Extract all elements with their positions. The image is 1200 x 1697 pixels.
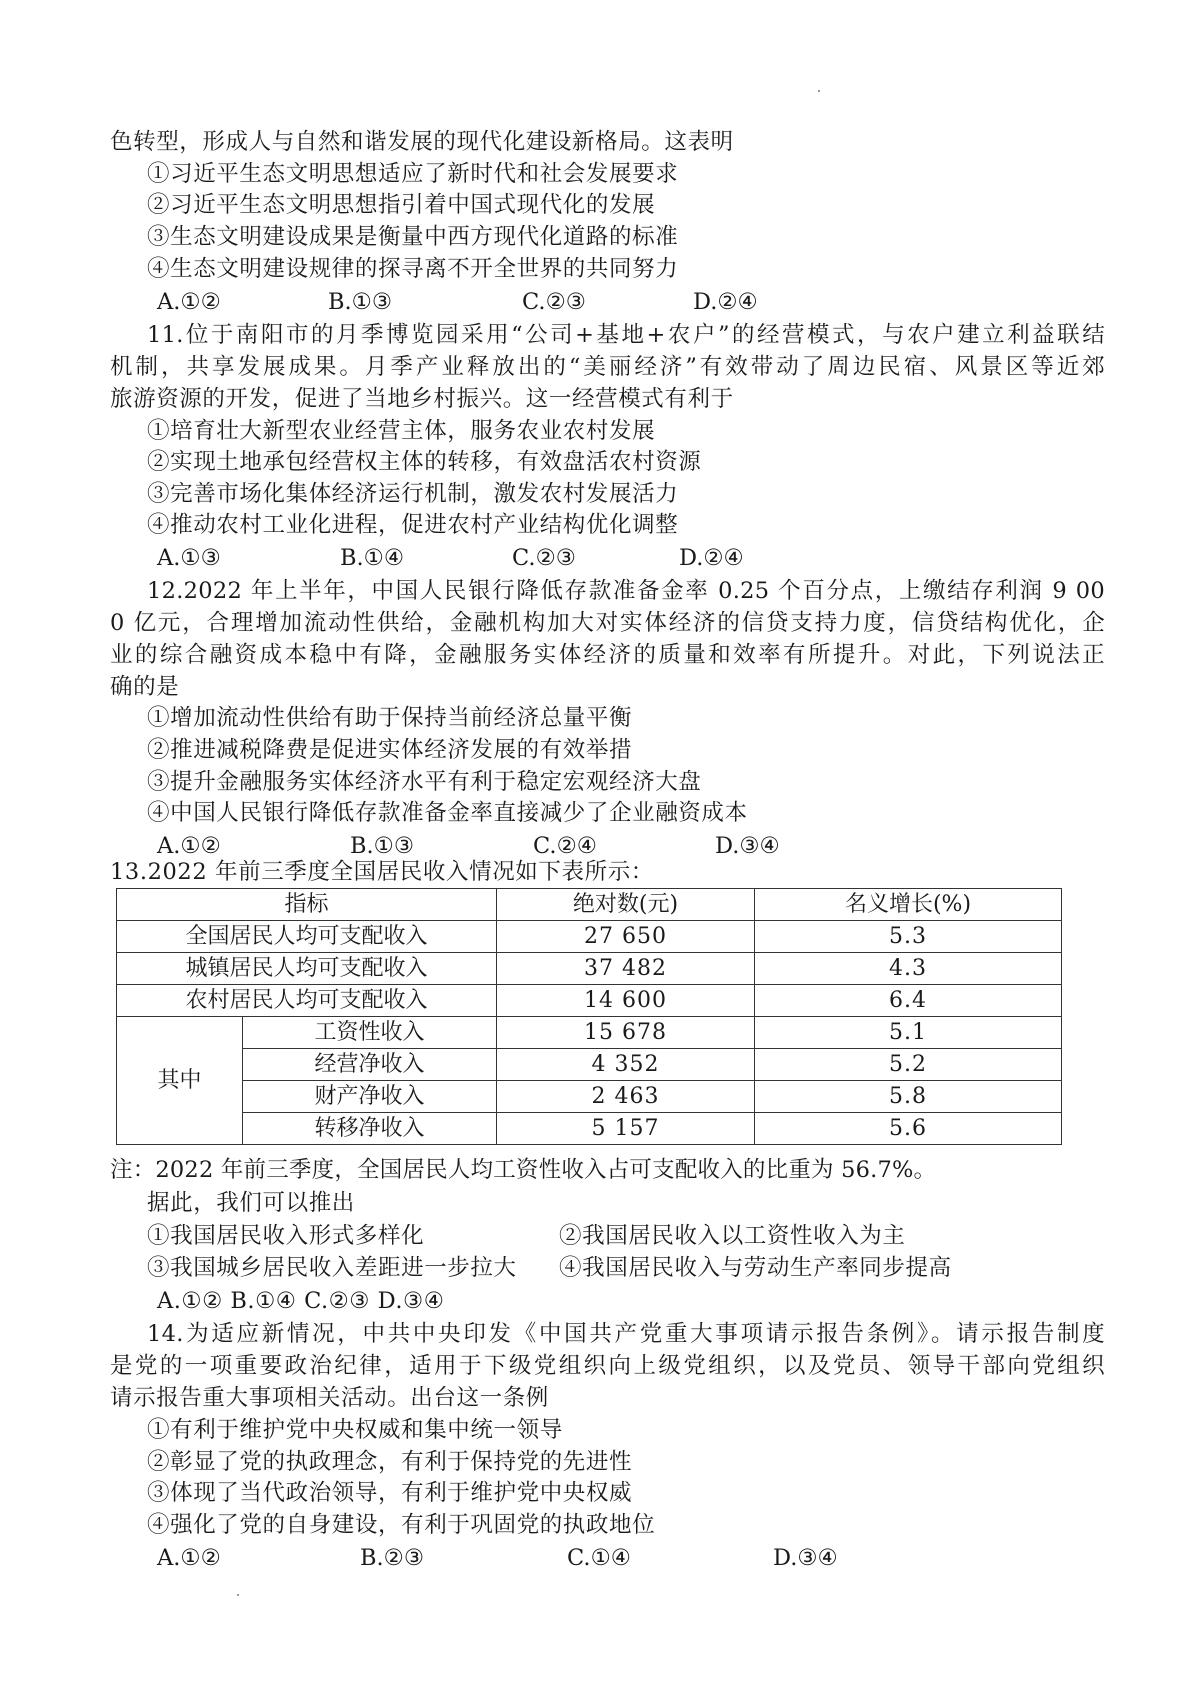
q14-option-c: C.①④ xyxy=(567,1545,631,1571)
q14-item-2: ②彰显了党的执政理念，有利于保持党的先进性 xyxy=(147,1449,633,1475)
q12-stem-line-4: 确的是 xyxy=(110,674,180,700)
table-row xyxy=(117,1049,1062,1081)
table-row xyxy=(117,985,1062,1017)
q11-option-d: D.②④ xyxy=(679,545,744,571)
q10-item-4: ④生态文明建设规律的探寻离不开全世界的共同努力 xyxy=(147,256,679,282)
row-label: 城镇居民人均可支配收入 xyxy=(117,953,497,985)
q11-stem-line-1: 11.位于南阳市的月季博览园采用“公司+基地+农户”的经营模式，与农户建立利益联结 xyxy=(147,322,1105,348)
q12-option-d: D.③④ xyxy=(715,833,780,859)
q10-option-d: D.②④ xyxy=(693,289,758,315)
q13-item-3: ③我国城乡居民收入差距进一步拉大 xyxy=(147,1255,517,1281)
q11-option-c: C.②③ xyxy=(512,545,576,571)
q10-option-c: C.②③ xyxy=(522,289,586,315)
q14-item-1: ①有利于维护党中央权威和集中统一领导 xyxy=(147,1417,563,1443)
row-growth: 5.3 xyxy=(755,921,1062,953)
q13-options: A.①② B.①④ C.②③ D.③④ xyxy=(157,1288,445,1314)
sub-row-value: 4 352 xyxy=(497,1049,755,1081)
scan-speck xyxy=(237,1594,239,1596)
sub-row-label: 转移净收入 xyxy=(243,1113,497,1145)
q10-option-a: A.①② xyxy=(157,289,221,315)
q13-item-1: ①我国居民收入形式多样化 xyxy=(147,1223,425,1249)
q10-item-1: ①习近平生态文明思想适应了新时代和社会发展要求 xyxy=(147,161,679,187)
row-growth: 6.4 xyxy=(755,985,1062,1017)
q11-option-a: A.①③ xyxy=(157,545,221,571)
q12-item-3: ③提升金融服务实体经济水平有利于稳定宏观经济大盘 xyxy=(147,769,702,795)
q13-note: 注：2022 年前三季度，全国居民人均工资性收入占可支配收入的比重为 56.7%。 xyxy=(110,1157,937,1183)
row-label: 全国居民人均可支配收入 xyxy=(117,921,497,953)
q12-option-a: A.①② xyxy=(157,833,221,859)
q14-option-a: A.①② xyxy=(157,1545,221,1571)
q11-item-4: ④推动农村工业化进程，促进农村产业结构优化调整 xyxy=(147,512,679,538)
sub-row-growth: 5.8 xyxy=(755,1081,1062,1113)
q13-item-2: ②我国居民收入以工资性收入为主 xyxy=(559,1223,906,1249)
group-label: 其中 xyxy=(117,1017,243,1145)
sub-row-label: 工资性收入 xyxy=(243,1017,497,1049)
q14-stem-line-3: 请示报告重大事项相关活动。出台这一条例 xyxy=(110,1385,549,1411)
sub-row-growth: 5.6 xyxy=(755,1113,1062,1145)
q13-lead: 据此，我们可以推出 xyxy=(147,1190,355,1216)
table-row xyxy=(117,1017,1062,1049)
sub-row-value: 15 678 xyxy=(497,1017,755,1049)
sub-row-label: 经营净收入 xyxy=(243,1049,497,1081)
q12-stem-line-2: 0 亿元，合理增加流动性供给，金融机构加大对实体经济的信贷支持力度，信贷结构优化，企 xyxy=(110,610,1105,636)
header-growth: 名义增长(%) xyxy=(755,889,1062,921)
table-row xyxy=(117,953,1062,985)
table-row xyxy=(117,921,1062,953)
sub-row-growth: 5.1 xyxy=(755,1017,1062,1049)
row-value: 27 650 xyxy=(497,921,755,953)
q10-item-2: ②习近平生态文明思想指引着中国式现代化的发展 xyxy=(147,192,656,218)
q14-item-4: ④强化了党的自身建设，有利于巩固党的执政地位 xyxy=(147,1512,656,1538)
q12-item-4: ④中国人民银行降低存款准备金率直接减少了企业融资成本 xyxy=(147,800,748,826)
q11-item-3: ③完善市场化集体经济运行机制，激发农村发展活力 xyxy=(147,481,679,507)
income-table xyxy=(116,888,1062,1145)
q10-tail: 色转型，形成人与自然和谐发展的现代化建设新格局。这表明 xyxy=(110,129,734,155)
row-value: 37 482 xyxy=(497,953,755,985)
q13-intro: 13.2022 年前三季度全国居民收入情况如下表所示： xyxy=(110,859,654,885)
row-label: 农村居民人均可支配收入 xyxy=(117,985,497,1017)
q14-option-b: B.②③ xyxy=(360,1545,425,1571)
sub-row-value: 5 157 xyxy=(497,1113,755,1145)
row-growth: 4.3 xyxy=(755,953,1062,985)
table-row xyxy=(117,1113,1062,1145)
q12-item-1: ①增加流动性供给有助于保持当前经济总量平衡 xyxy=(147,705,633,731)
q14-option-d: D.③④ xyxy=(773,1545,838,1571)
q11-item-2: ②实现土地承包经营权主体的转移，有效盘活农村资源 xyxy=(147,449,702,475)
q13-item-4: ④我国居民收入与劳动生产率同步提高 xyxy=(559,1255,952,1281)
q12-option-b: B.①③ xyxy=(350,833,415,859)
q11-item-1: ①培育壮大新型农业经营主体，服务农业农村发展 xyxy=(147,418,656,444)
header-indicator: 指标 xyxy=(117,889,497,921)
q11-option-b: B.①④ xyxy=(340,545,405,571)
q14-stem-line-2: 是党的一项重要政治纪律，适用于下级党组织向上级党组织，以及党员、领导干部向党组织 xyxy=(110,1353,1105,1379)
table-row xyxy=(117,1081,1062,1113)
q12-option-c: C.②④ xyxy=(533,833,597,859)
scan-speck xyxy=(818,90,820,92)
q12-stem-line-1: 12.2022 年上半年，中国人民银行降低存款准备金率 0.25 个百分点，上缴结存利润 9 00 xyxy=(147,578,1105,604)
q14-stem-line-1: 14.为适应新情况，中共中央印发《中国共产党重大事项请示报告条例》。请示报告制度 xyxy=(147,1321,1105,1347)
q10-option-b: B.①③ xyxy=(328,289,393,315)
row-value: 14 600 xyxy=(497,985,755,1017)
q10-item-3: ③生态文明建设成果是衡量中西方现代化道路的标准 xyxy=(147,224,679,250)
sub-row-label: 财产净收入 xyxy=(243,1081,497,1113)
q11-stem-line-3: 旅游资源的开发，促进了当地乡村振兴。这一经营模式有利于 xyxy=(110,386,734,412)
q14-item-3: ③体现了当代政治领导，有利于维护党中央权威 xyxy=(147,1480,633,1506)
header-absolute: 绝对数(元) xyxy=(497,889,755,921)
q11-stem-line-2: 机制，共享发展成果。月季产业释放出的“美丽经济”有效带动了周边民宿、风景区等近郊 xyxy=(110,354,1105,380)
table-header-row xyxy=(117,889,1062,921)
sub-row-growth: 5.2 xyxy=(755,1049,1062,1081)
q12-item-2: ②推进减税降费是促进实体经济发展的有效举措 xyxy=(147,737,633,763)
q12-stem-line-3: 业的综合融资成本稳中有降，金融服务实体经济的质量和效率有所提升。对此，下列说法正 xyxy=(110,642,1105,668)
sub-row-value: 2 463 xyxy=(497,1081,755,1113)
